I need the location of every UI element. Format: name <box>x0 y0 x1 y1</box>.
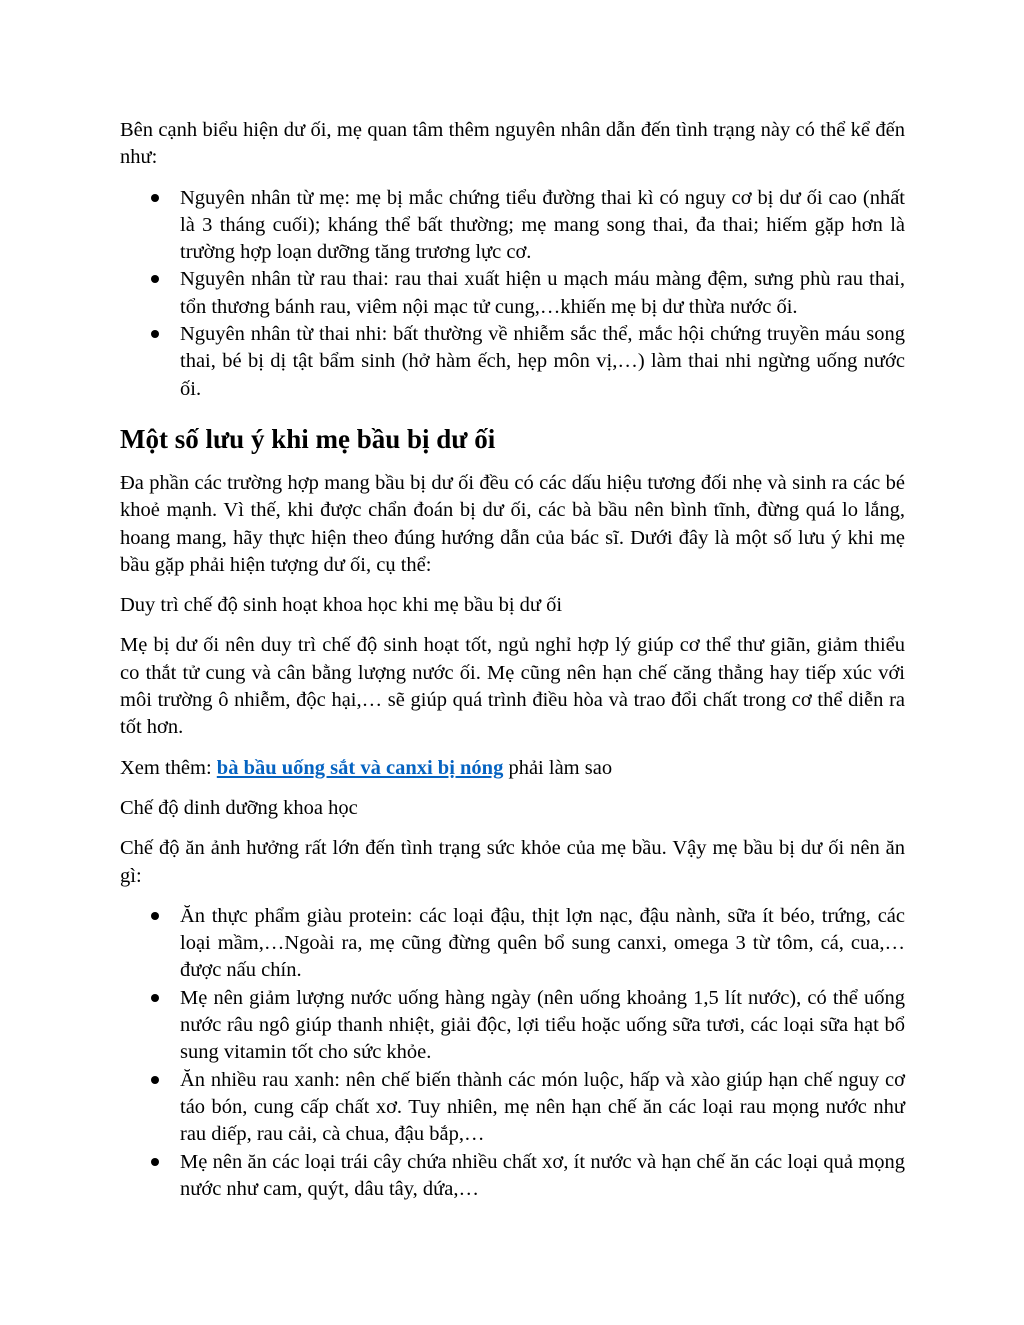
list-item <box>180 1149 905 1204</box>
bullet-icon <box>151 275 159 283</box>
bullet-icon <box>151 1158 159 1166</box>
list-item-text: Mẹ nên giảm lượng nước uống hàng ngày (nên uống khoảng 1,5 lít nước), có thể uống nước râu ngô giúp thanh nhiệt, giải độc, lợi tiểu hoặc uống sữa tươi, các loại sữa hạt bổ sung vitamin tốt cho sức khỏe. <box>180 986 905 1064</box>
bullet-icon <box>151 330 159 338</box>
document-page <box>120 117 905 1215</box>
subheading-nutrition: Chế độ dinh dưỡng khoa học <box>120 796 358 819</box>
list-item <box>180 985 905 1067</box>
intro-paragraph: Bên cạnh biểu hiện dư ối, mẹ quan tâm thêm nguyên nhân dẫn đến tình trạng này có thể kể đến như: <box>120 119 905 169</box>
see-also-suffix: phải làm sao <box>503 756 613 779</box>
list-item-text: Nguyên nhân từ mẹ: mẹ bị mắc chứng tiểu đường thai kì có nguy cơ bị dư ối cao (nhất là 3 tháng cuối); kháng thể bất thường; mẹ mang song thai, đa thai; hiếm gặp hơn là trường hợp loạn dưỡng tăng trương lực cơ. <box>180 186 905 264</box>
see-also-link[interactable]: bà bầu uống sắt và canxi bị nóng <box>216 756 504 779</box>
list-item <box>180 1067 905 1149</box>
list-item <box>180 321 905 403</box>
list-item <box>180 266 905 321</box>
see-also-prefix: Xem thêm: <box>120 756 217 779</box>
subheading-lifestyle: Duy trì chế độ sinh hoạt khoa học khi mẹ bầu bị dư ối <box>120 594 563 617</box>
list-item-text: Nguyên nhân từ thai nhi: bất thường về nhiễm sắc thể, mắc hội chứng truyền máu song thai, bé bị dị tật bẩm sinh (hở hàm ếch, hẹp môn vị,…) làm thai nhi ngừng uống nước ối. <box>180 323 905 400</box>
list-item-text: Ăn nhiều rau xanh: nên chế biến thành các món luộc, hấp và xào giúp hạn chế nguy cơ táo bón, cung cấp chất xơ. Tuy nhiên, mẹ nên hạn chế ăn các loại rau mọng nước như rau diếp, rau cải, cà chua, đậu bắp,… <box>180 1068 905 1146</box>
diet-list <box>120 903 905 1203</box>
body-paragraph-1: Đa phần các trường hợp mang bầu bị dư ối đều có các dấu hiệu tương đối nhẹ và sinh ra các bé khoẻ mạnh. Vì thế, khi được chẩn đoán bị dư ối, các bà bầu nên bình tĩnh, đừng quá lo lắng, hoang mang, hãy thực hiện theo đúng hướng dẫn của bác sĩ. Dưới đây là một số lưu ý khi mẹ bầu gặp phải hiện tượng dư ối, cụ thể: <box>120 471 905 576</box>
see-also-line <box>120 755 905 782</box>
list-item <box>180 903 905 985</box>
bullet-icon <box>151 1076 159 1084</box>
list-item-text: Nguyên nhân từ rau thai: rau thai xuất hiện u mạch máu màng đệm, sưng phù rau thai, tổn thương bánh rau, viêm nội mạc tử cung,…khiến mẹ bị dư thừa nước ối. <box>180 268 905 318</box>
bullet-icon <box>151 912 159 920</box>
body-paragraph-2: Mẹ bị dư ối nên duy trì chế độ sinh hoạt tốt, ngủ nghỉ hợp lý giúp cơ thể thư giãn, giảm thiểu co thắt tử cung và cân bằng lượng nước ối. Mẹ cũng nên hạn chế căng thẳng hay tiếp xúc với môi trường ô nhiễm, độc hại,… sẽ giúp quá trình điều hòa và trao đổi chất trong cơ thể diễn ra tốt hơn. <box>120 634 905 739</box>
causes-list <box>120 185 905 403</box>
bullet-icon <box>151 994 159 1002</box>
list-item-text: Mẹ nên ăn các loại trái cây chứa nhiều chất xơ, ít nước và hạn chế ăn các loại quả mọng nước như cam, quýt, dâu tây, dứa,… <box>180 1150 905 1200</box>
body-paragraph-3: Chế độ ăn ảnh hưởng rất lớn đến tình trạng sức khỏe của mẹ bầu. Vậy mẹ bầu bị dư ối nên ăn gì: <box>120 837 905 887</box>
bullet-icon <box>151 194 159 202</box>
list-item-text: Ăn thực phẩm giàu protein: các loại đậu, thịt lợn nạc, đậu nành, sữa ít béo, trứng, các loại mầm,…Ngoài ra, mẹ cũng đừng quên bổ sung canxi, omega 3 từ tôm, cá, cua,…được nấu chín. <box>180 904 905 982</box>
section-heading: Một số lưu ý khi mẹ bầu bị dư ối <box>120 423 496 454</box>
list-item <box>180 185 905 267</box>
